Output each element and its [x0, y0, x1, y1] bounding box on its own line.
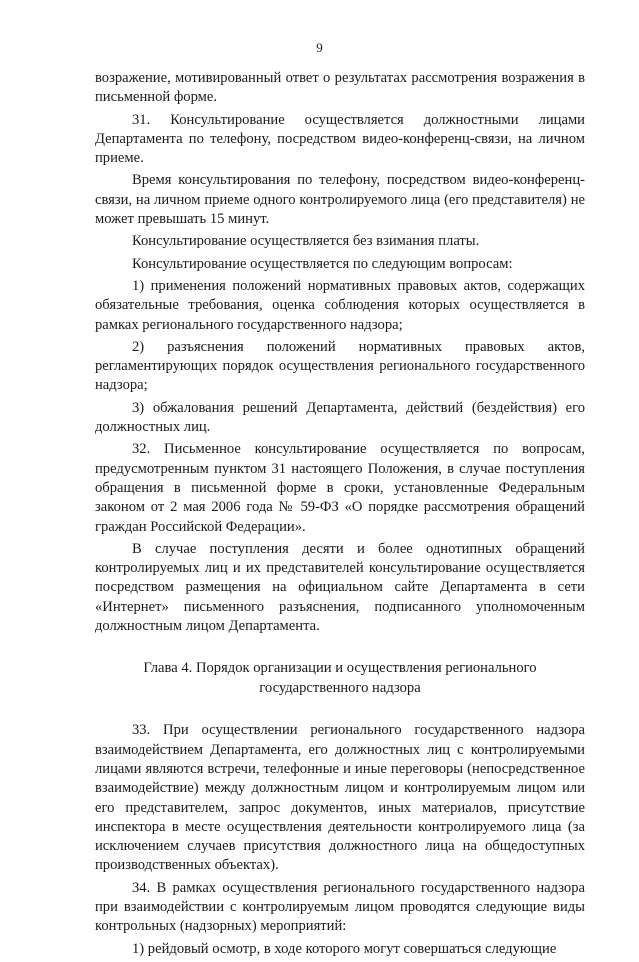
page-number: 9	[316, 40, 323, 55]
document-body	[95, 69, 585, 962]
paragraph: В случае поступления десяти и более однотипных обращений контролируемых лиц и их представителей консультирование осуществляется посредством размещения на официальном сайте Департамента в сети «Интернет» письменного разъяснения, подписанного уполномоченным должностным лицом Департамента.	[95, 540, 585, 635]
paragraph: 1) применения положений нормативных правовых актов, содержащих обязательные требования, оценка соблюдения которых осуществляется в рамках регионального государственного надзора;	[95, 277, 585, 333]
paragraph: 34. В рамках осуществления регионального государственного надзора при взаимодействии с контролируемым лицом проводятся следующие виды контрольных (надзорных) мероприятий:	[95, 879, 585, 935]
paragraph: 3) обжалования решений Департамента, действий (бездействия) его должностных лиц.	[95, 399, 585, 436]
paragraph: возражение, мотивированный ответ о результатах рассмотрения возражения в письменной форме.	[95, 70, 585, 106]
paragraph: 33. При осуществлении регионального государственного надзора взаимодействием Департамента, его должностных лиц с контролируемыми лицами являются встречи, телефонные и иные переговоры (непосредственное взаимодействие) между должностным лицом и контролируемым лицом или его представителем, запрос документов, иных материалов, присутствие инспектора в месте осуществления деятельности контролируемого лица (за исключением случаев присутствия должностного лица на общедоступных производственных объектах).	[95, 722, 585, 874]
chapter-heading-line-1: Глава 4. Порядок организации и осуществления регионального	[143, 660, 537, 677]
paragraph: 1) рейдовый осмотр, в ходе которого могут совершаться следующие	[132, 940, 557, 957]
paragraphs-before	[95, 69, 585, 636]
paragraph: 31. Консультирование осуществляется должностными лицами Департамента по телефону, посредством видео-конференц-связи, на личном приеме.	[95, 111, 585, 167]
paragraphs-after	[95, 721, 585, 959]
chapter-heading-line-2: государственного надзора	[259, 680, 421, 697]
paragraph: 32. Письменное консультирование осуществляется по вопросам, предусмотренным пунктом 31 настоящего Положения, в случае поступления обращения в письменной форме в сроки, установленные Федеральным законом от 2 мая 2006 года № 59-ФЗ «О порядке рассмотрения обращений граждан Российской Федерации».	[95, 441, 585, 535]
paragraph: Время консультирования по телефону, посредством видео-конференц-связи, на личном приеме одного контролируемого лица (его представителя) не может превышать 15 минут.	[95, 172, 585, 228]
paragraph: Консультирование осуществляется по следующим вопросам:	[132, 255, 513, 272]
paragraph: Консультирование осуществляется без взимания платы.	[132, 233, 480, 250]
chapter-heading	[95, 658, 585, 698]
paragraph: 2) разъяснения положений нормативных правовых актов, регламентирующих порядок осуществления регионального государственного надзора;	[95, 338, 585, 394]
